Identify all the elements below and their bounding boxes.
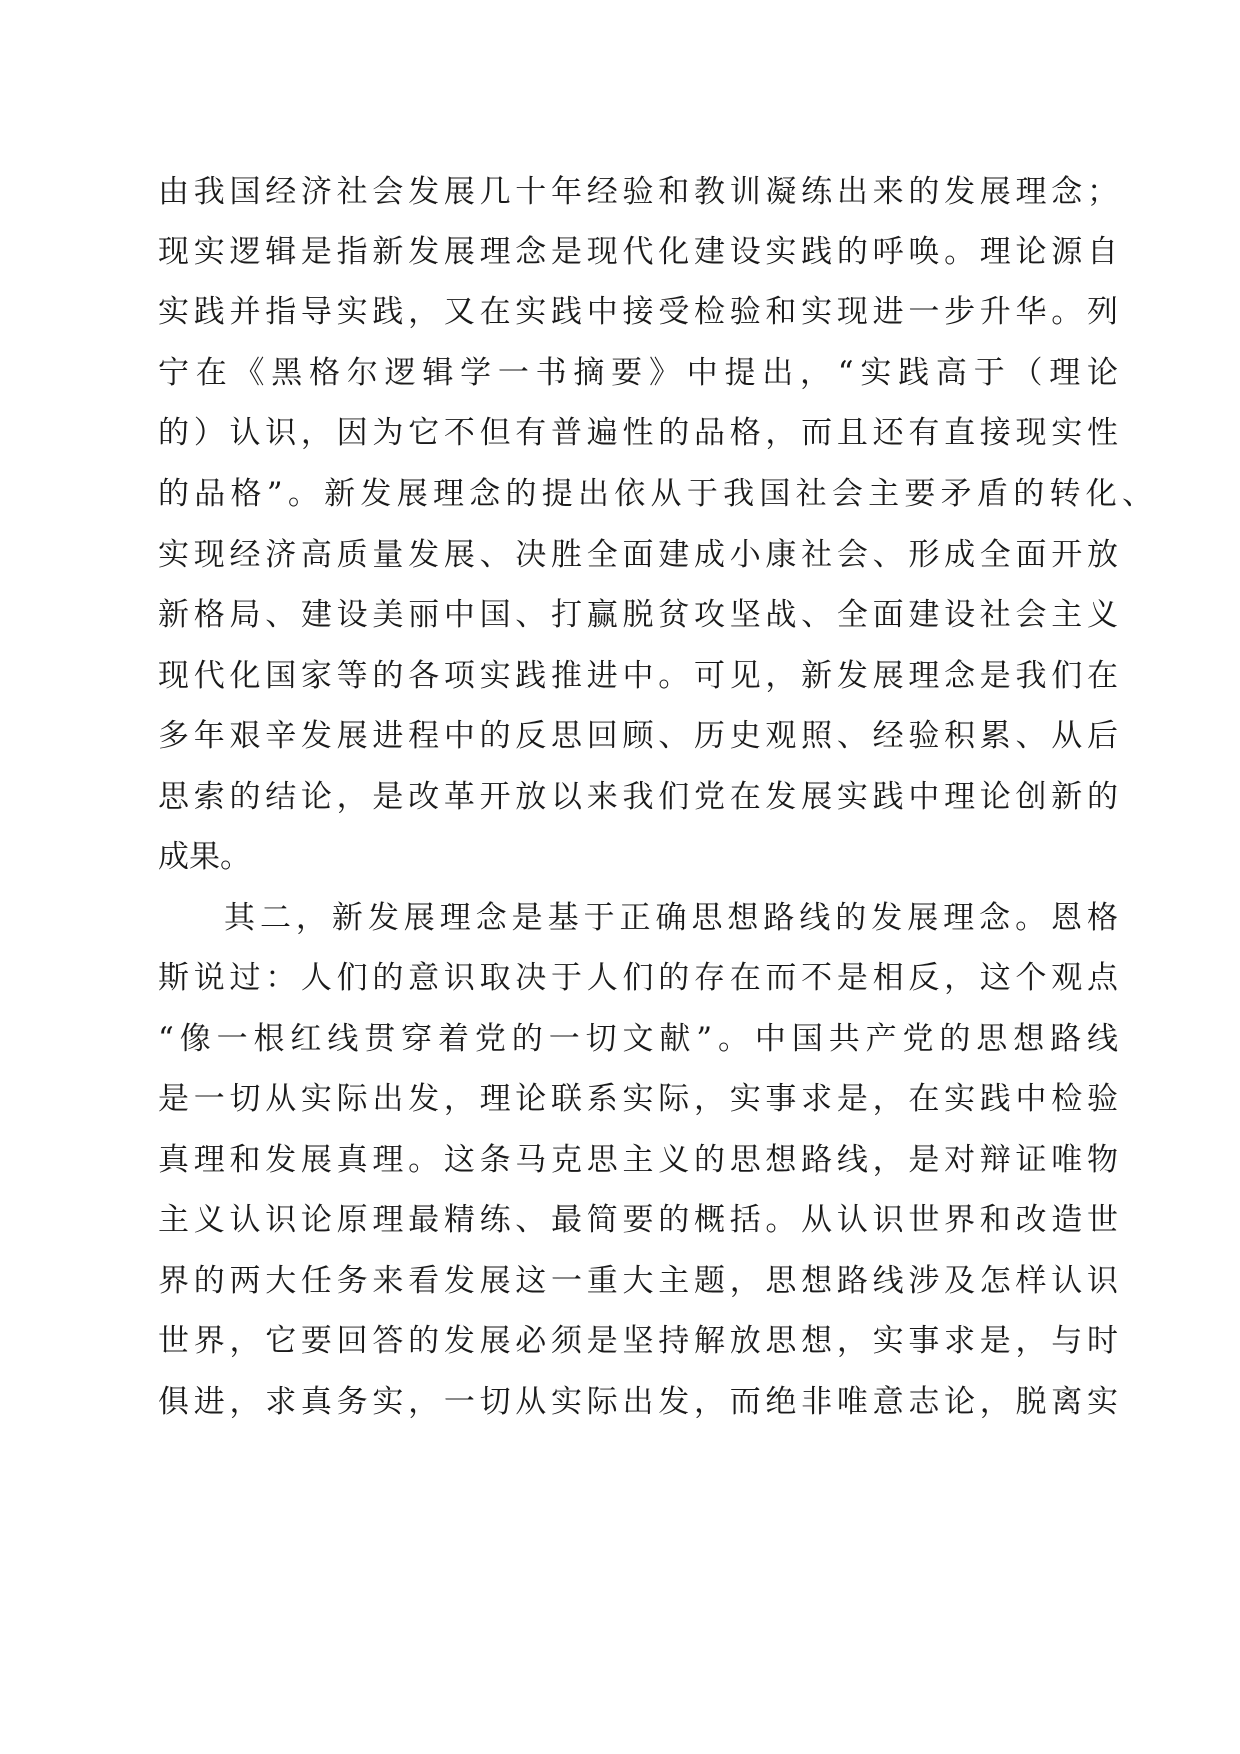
text-line: 现代化国家等的各项实践推进中。可见，新发展理念是我们在: [158, 658, 1118, 694]
text-line: 现实逻辑是指新发展理念是现代化建设实践的呼唤。理论源自: [158, 234, 1118, 270]
text-line: 界的两大任务来看发展这一重大主题，思想路线涉及怎样认识: [158, 1263, 1118, 1299]
text-line: 世界，它要回答的发展必须是坚持解放思想，实事求是，与时: [158, 1323, 1118, 1359]
text-line: 的品格”。新发展理念的提出依从于我国社会主要矛盾的转化、: [158, 476, 1153, 512]
text-line: 多年艰辛发展进程中的反思回顾、历史观照、经验积累、从后: [158, 718, 1118, 754]
text-line: 真理和发展真理。这条马克思主义的思想路线，是对辩证唯物: [158, 1142, 1118, 1178]
text-line: “像一根红线贯穿着党的一切文献”。中国共产党的思想路线: [158, 1021, 1118, 1057]
text-line: 由我国经济社会发展几十年经验和教训凝练出来的发展理念；: [158, 174, 1118, 210]
text-line: 斯说过：人们的意识取决于人们的存在而不是相反，这个观点: [158, 960, 1118, 996]
text-line: 实现经济高质量发展、决胜全面建成小康社会、形成全面开放: [158, 537, 1118, 573]
text-line: 思索的结论，是改革开放以来我们党在发展实践中理论创新的: [158, 779, 1118, 815]
text-line: 实践并指导实践，又在实践中接受检验和实现进一步升华。列: [158, 294, 1118, 330]
text-line: 是一切从实际出发，理论联系实际，实事求是，在实践中检验: [158, 1081, 1118, 1117]
paragraph-first-line: 其二，新发展理念是基于正确思想路线的发展理念。恩格: [224, 900, 1118, 936]
text-line: 成果。: [158, 839, 251, 875]
text-line: 宁在《黑格尔逻辑学一书摘要》中提出，“实践高于（理论: [158, 355, 1118, 391]
text-line: 的）认识，因为它不但有普遍性的品格，而且还有直接现实性: [158, 415, 1118, 451]
text-line: 主义认识论原理最精练、最简要的概括。从认识世界和改造世: [158, 1202, 1118, 1238]
text-line: 俱进，求真务实，一切从实际出发，而绝非唯意志论，脱离实: [158, 1384, 1118, 1420]
text-line: 新格局、建设美丽中国、打赢脱贫攻坚战、全面建设社会主义: [158, 597, 1118, 633]
